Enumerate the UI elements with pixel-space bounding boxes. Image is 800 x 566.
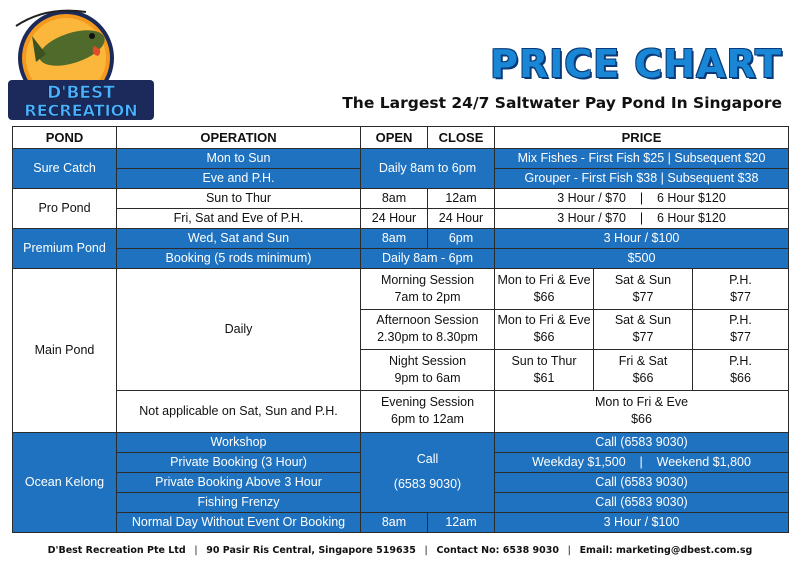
header-pond: POND bbox=[13, 127, 117, 149]
price-cell bbox=[495, 209, 789, 229]
session-time: 6pm to 12am bbox=[391, 412, 464, 426]
footer-email: Email: marketing@dbest.com.sg bbox=[579, 545, 753, 556]
operation-cell: Sun to Thur bbox=[117, 189, 361, 209]
footer-address: 90 Pasir Ris Central, Singapore 519635 bbox=[206, 545, 416, 556]
header-open: OPEN bbox=[361, 127, 428, 149]
call-label: Call bbox=[416, 452, 439, 466]
session-cell bbox=[361, 390, 495, 432]
operation-cell: Normal Day Without Event Or Booking bbox=[117, 512, 361, 532]
pond-pro-pond: Pro Pond bbox=[13, 189, 117, 229]
header-price: PRICE bbox=[495, 127, 789, 149]
price-separator: | bbox=[639, 211, 644, 225]
session-name: Evening Session bbox=[380, 395, 475, 409]
footer-separator: | bbox=[424, 545, 428, 556]
header-close: CLOSE bbox=[428, 127, 495, 149]
price-cell bbox=[495, 269, 594, 310]
hours-cell: Daily 8am to 6pm bbox=[361, 149, 495, 189]
operation-cell: Mon to Sun bbox=[117, 149, 361, 169]
operation-cell: Wed, Sat and Sun bbox=[117, 229, 361, 249]
price-cell bbox=[693, 269, 789, 310]
price-label: P.H. bbox=[729, 313, 752, 328]
price-cell bbox=[495, 452, 789, 472]
open-cell: 8am bbox=[361, 512, 428, 532]
price-cell bbox=[495, 390, 789, 432]
footer-separator: | bbox=[567, 545, 571, 556]
price-value: $77 bbox=[632, 289, 654, 304]
price-label: Sat & Sun bbox=[614, 313, 672, 328]
price-cell: Call (6583 9030) bbox=[495, 472, 789, 492]
price-cell: Call (6583 9030) bbox=[495, 432, 789, 452]
table-row bbox=[13, 269, 789, 310]
table-row bbox=[13, 249, 789, 269]
call-number: (6583 9030) bbox=[393, 477, 462, 491]
price-label: Sat & Sun bbox=[614, 272, 672, 287]
price-cell bbox=[693, 350, 789, 391]
price-label: Fri & Sat bbox=[618, 353, 668, 368]
price-label: Mon to Fri & Eve bbox=[497, 313, 591, 328]
price-value: $77 bbox=[632, 330, 654, 345]
table-row bbox=[13, 189, 789, 209]
price-value: $66 bbox=[632, 370, 654, 385]
pond-main-pond: Main Pond bbox=[13, 269, 117, 433]
price-option: 3 Hour / $70 bbox=[557, 211, 627, 225]
price-option: Weekend $1,800 bbox=[656, 454, 751, 469]
price-option: 6 Hour $120 bbox=[656, 191, 726, 205]
price-value: $66 bbox=[533, 289, 555, 304]
header-operation: OPERATION bbox=[117, 127, 361, 149]
logo-name-line2: RECREATION bbox=[24, 101, 138, 120]
operation-cell: Private Booking (3 Hour) bbox=[117, 452, 361, 472]
price-cell: 3 Hour / $100 bbox=[495, 512, 789, 532]
close-cell: 24 Hour bbox=[428, 209, 495, 229]
page-title: PRICE CHART bbox=[490, 42, 782, 86]
price-cell bbox=[594, 269, 693, 310]
price-cell bbox=[594, 350, 693, 391]
close-cell: 12am bbox=[428, 512, 495, 532]
price-value: $66 bbox=[631, 412, 652, 426]
price-cell bbox=[495, 309, 594, 350]
session-cell bbox=[361, 269, 495, 310]
logo-name-line1: D'BEST bbox=[47, 83, 115, 103]
price-value: $66 bbox=[533, 330, 555, 345]
brand-logo bbox=[6, 6, 156, 124]
close-cell: 6pm bbox=[428, 229, 495, 249]
open-cell: 8am bbox=[361, 189, 428, 209]
price-cell: Call (6583 9030) bbox=[495, 492, 789, 512]
session-name: Night Session bbox=[388, 353, 467, 368]
price-separator: | bbox=[639, 454, 643, 469]
table-row bbox=[13, 390, 789, 432]
footer-separator: | bbox=[194, 545, 198, 556]
table-row bbox=[13, 432, 789, 452]
price-cell: $500 bbox=[495, 249, 789, 269]
session-time: 2.30pm to 8.30pm bbox=[377, 330, 478, 345]
table-row bbox=[13, 209, 789, 229]
table-header-row bbox=[13, 127, 789, 149]
price-value: $66 bbox=[730, 370, 751, 385]
price-value: $61 bbox=[533, 370, 555, 385]
open-cell: 24 Hour bbox=[361, 209, 428, 229]
price-label: P.H. bbox=[729, 353, 752, 368]
session-time: 7am to 2pm bbox=[394, 289, 461, 304]
operation-cell: Private Booking Above 3 Hour bbox=[117, 472, 361, 492]
operation-cell: Workshop bbox=[117, 432, 361, 452]
operation-cell: Booking (5 rods minimum) bbox=[117, 249, 361, 269]
table-row bbox=[13, 229, 789, 249]
call-cell bbox=[361, 432, 495, 512]
table-row bbox=[13, 512, 789, 532]
price-cell: Grouper - First Fish $38 | Subsequent $38 bbox=[495, 169, 789, 189]
open-cell: 8am bbox=[361, 229, 428, 249]
close-cell: 12am bbox=[428, 189, 495, 209]
pond-premium-pond: Premium Pond bbox=[13, 229, 117, 269]
price-cell bbox=[495, 189, 789, 209]
session-name: Morning Session bbox=[380, 272, 475, 287]
price-label: Sun to Thur bbox=[511, 353, 577, 368]
operation-cell: Fishing Frenzy bbox=[117, 492, 361, 512]
footer-company: D'Best Recreation Pte Ltd bbox=[47, 545, 186, 556]
price-label: Mon to Fri & Eve bbox=[497, 272, 591, 287]
table-row bbox=[13, 149, 789, 169]
price-option: Weekday $1,500 bbox=[532, 454, 626, 469]
price-cell: Mix Fishes - First Fish $25 | Subsequent $20 bbox=[495, 149, 789, 169]
price-cell bbox=[495, 350, 594, 391]
operation-cell: Fri, Sat and Eve of P.H. bbox=[117, 209, 361, 229]
session-name: Afternoon Session bbox=[376, 313, 479, 328]
price-value: $77 bbox=[730, 289, 751, 304]
pond-ocean-kelong: Ocean Kelong bbox=[13, 432, 117, 532]
page-subtitle: The Largest 24/7 Saltwater Pay Pond In Singapore bbox=[342, 94, 782, 112]
price-label: Mon to Fri & Eve bbox=[594, 395, 689, 409]
price-value: $77 bbox=[730, 330, 751, 345]
hours-cell: Daily 8am - 6pm bbox=[361, 249, 495, 269]
price-cell bbox=[693, 309, 789, 350]
operation-cell: Not applicable on Sat, Sun and P.H. bbox=[117, 390, 361, 432]
footer bbox=[0, 545, 800, 556]
price-table bbox=[12, 126, 789, 533]
price-option: 3 Hour / $70 bbox=[557, 191, 627, 205]
price-cell bbox=[594, 309, 693, 350]
price-separator: | bbox=[639, 191, 644, 205]
operation-cell: Daily bbox=[117, 269, 361, 391]
pond-sure-catch: Sure Catch bbox=[13, 149, 117, 189]
price-option: 6 Hour $120 bbox=[656, 211, 726, 225]
session-cell bbox=[361, 309, 495, 350]
price-cell: 3 Hour / $100 bbox=[495, 229, 789, 249]
operation-cell: Eve and P.H. bbox=[117, 169, 361, 189]
session-time: 9pm to 6am bbox=[394, 370, 461, 385]
session-cell bbox=[361, 350, 495, 391]
footer-contact: Contact No: 6538 9030 bbox=[436, 545, 559, 556]
price-label: P.H. bbox=[729, 272, 752, 287]
